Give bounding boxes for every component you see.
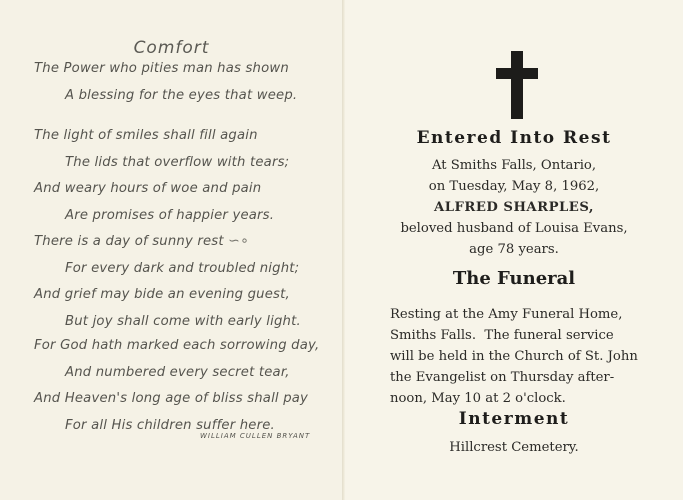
rest-line: on Tuesday, May 8, 1962, (428, 179, 600, 194)
funeral-line: the Evangelist on Thursday after- (390, 370, 615, 385)
interment-text: Hillcrest Cemetery. (449, 440, 579, 455)
poem-line: For every dark and troubled night; (65, 260, 300, 276)
poem-line: A blessing for the eyes that weep. (65, 87, 298, 103)
poem-line-text: There is a day of sunny rest (34, 234, 224, 249)
poem-line (34, 228, 334, 256)
poem-line: The light of smiles shall fill again (34, 128, 258, 143)
funeral-line: noon, May 10 at 2 o'clock. (390, 391, 566, 406)
poem-line: Are promises of happier years. (65, 207, 275, 223)
relation-line: age 78 years. (469, 242, 559, 257)
poem-line: But joy shall come with early light. (65, 313, 301, 329)
funeral-line: will be held in the Church of St. John (390, 349, 638, 364)
poem-title: Comfort (133, 38, 210, 58)
poem-line: For God hath marked each sorrowing day, (34, 338, 320, 353)
rest-details (345, 155, 683, 260)
poem-stanza-3 (34, 228, 334, 335)
poem-line: For all His children suffer here. (65, 417, 275, 433)
deceased-name: ALFRED SHARPLES, (434, 200, 594, 215)
cross-icon (496, 51, 538, 119)
poem-attribution: WILLIAM CULLEN BRYANT (200, 432, 311, 440)
interment-heading: Interment (458, 409, 570, 429)
poem-line: And numbered every secret tear, (65, 364, 290, 380)
funeral-line: Smiths Falls. The funeral service (390, 328, 614, 343)
poem-line: And grief may bide an evening guest, (34, 287, 290, 302)
rest-heading: Entered Into Rest (416, 128, 612, 148)
swash-ornament-icon: ∽∘ (228, 233, 250, 249)
poem-line: And weary hours of woe and pain (34, 181, 262, 196)
poem-line: And Heaven's long age of bliss shall pay (34, 391, 309, 406)
poem-line: The Power who pities man has shown (34, 61, 289, 76)
funeral-heading: The Funeral (452, 268, 576, 289)
funeral-details (390, 304, 648, 409)
relation-line: beloved husband of Louisa Evans, (400, 221, 628, 236)
poem-line: The lids that overflow with tears; (65, 154, 290, 170)
funeral-line: Resting at the Amy Funeral Home, (390, 307, 623, 322)
poem-stanza-4 (34, 333, 334, 439)
notice-panel (345, 0, 683, 500)
poem-stanza-2 (34, 123, 334, 229)
poem-stanza-1 (34, 56, 334, 109)
rest-line: At Smiths Falls, Ontario, (431, 158, 597, 173)
